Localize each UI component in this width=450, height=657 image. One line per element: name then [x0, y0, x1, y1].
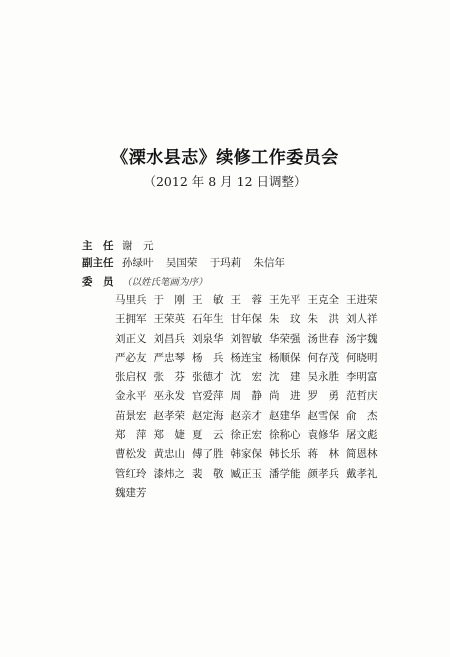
- member-name: 颜孝兵: [307, 467, 339, 480]
- member-name: 范哲庆: [346, 390, 378, 403]
- member-name: 张启权: [115, 371, 147, 384]
- member-name: 杨顺保: [269, 351, 301, 364]
- member-name: 杨连宝: [230, 351, 262, 364]
- member-name: 马里兵: [115, 294, 147, 306]
- role-label-deputy-director: 副主任: [82, 257, 114, 269]
- member-name: 周 静: [230, 390, 262, 403]
- person-name: 朱信年: [253, 257, 286, 269]
- member-name: 傅了胜: [192, 448, 224, 461]
- member-name: 王荣英: [153, 313, 185, 326]
- member-name: 石年生: [192, 313, 224, 326]
- member-name: 张德才: [192, 371, 224, 384]
- member-name: 赵亲才: [230, 409, 262, 422]
- member-name: 何存茂: [307, 351, 339, 364]
- member-name: 华荣强: [269, 332, 301, 345]
- member-name: 魏建芳: [115, 486, 147, 499]
- member-name: 简恩林: [346, 448, 378, 461]
- member-name: 戴孝礼: [346, 467, 378, 480]
- member-name: 刘人祥: [346, 313, 378, 326]
- member-name: 吴永胜: [307, 371, 339, 384]
- member-name: 赵定海: [192, 409, 224, 422]
- member-name: 韩长乐: [269, 448, 301, 461]
- member-name: 徐正宏: [230, 429, 262, 442]
- member-name: 赵孝荣: [153, 409, 185, 422]
- page-title: 《溧水县志》续修工作委员会: [111, 148, 339, 168]
- member-name: 金永平: [115, 390, 147, 403]
- person-name: 孙绿叶: [122, 257, 154, 269]
- role-row-director: [82, 238, 163, 253]
- member-name: 黄忠山: [153, 448, 185, 461]
- member-name: 李明富: [346, 371, 378, 384]
- member-name: 夏 云: [192, 429, 224, 442]
- role-row-deputy-director: [82, 255, 294, 270]
- member-name: 沈 宏: [230, 371, 262, 384]
- member-name: 王先平: [269, 294, 301, 306]
- member-name: 徐称心: [269, 429, 301, 442]
- member-name: 朱 玟: [269, 313, 301, 326]
- person-name: 谢 元: [122, 240, 154, 252]
- member-name: 赵建华: [269, 409, 301, 422]
- member-name: 汤宇魏: [346, 332, 378, 345]
- member-name: 袁修华: [307, 429, 339, 442]
- role-label-members: 委 员: [82, 276, 114, 288]
- member-name: 甘年保: [230, 313, 262, 326]
- member-name: 裴 敬: [192, 467, 224, 480]
- member-name: 蒋 林: [307, 448, 339, 461]
- member-name: 管红玲: [115, 467, 147, 480]
- member-name: 臧正玉: [230, 467, 262, 480]
- role-label-director: 主 任: [82, 240, 114, 252]
- role-row-members: [82, 274, 208, 289]
- role-names-deputy-director: [122, 255, 294, 270]
- member-name: 赵雪保: [307, 409, 339, 422]
- member-name: 屠文彪: [346, 429, 378, 442]
- member-name: 王拥军: [115, 313, 147, 326]
- member-name: 俞 杰: [346, 409, 378, 422]
- member-name: 王 蓉: [230, 294, 262, 306]
- member-name: 杨 兵: [192, 351, 224, 364]
- member-name: 尚 进: [269, 390, 301, 403]
- member-name: 朱 洪: [307, 313, 339, 326]
- member-name: 巫永发: [153, 390, 185, 403]
- members-list: [115, 292, 385, 504]
- member-name: 刘正义: [115, 332, 147, 345]
- member-name: 苗景宏: [115, 409, 147, 422]
- person-name: 于玛莉: [209, 257, 242, 269]
- member-name: 王 敏: [192, 294, 224, 306]
- person-name: 吴国荣: [165, 257, 198, 269]
- member-name: 沈 建: [269, 371, 301, 384]
- member-name: 张 芬: [153, 371, 185, 384]
- member-name: 王进荣: [346, 294, 378, 306]
- member-name: 于 刚: [153, 294, 185, 306]
- member-name: 漆炜之: [153, 467, 185, 480]
- member-name: 韩家保: [230, 448, 262, 461]
- member-name: 潘学能: [269, 467, 301, 480]
- member-name: 官爱萍: [192, 390, 224, 403]
- member-name: 刘昌兵: [153, 332, 185, 345]
- member-name: 严必友: [115, 351, 147, 364]
- page-subtitle: （2012 年 8 月 12 日调整）: [143, 174, 307, 189]
- member-name: 刘智敏: [230, 332, 262, 345]
- members-sort-note: （以姓氏笔画为序）: [122, 277, 208, 288]
- member-name: 郑 婕: [153, 429, 185, 442]
- member-name: 王克全: [307, 294, 339, 306]
- member-name: 汤世春: [307, 332, 339, 345]
- member-name: 罗 勇: [307, 390, 339, 403]
- member-name: 郑 萍: [115, 429, 147, 442]
- member-name: 曹松发: [115, 448, 147, 461]
- member-name: 刘泉华: [192, 332, 224, 345]
- role-names-director: [122, 238, 163, 253]
- member-name: 严忠琴: [153, 351, 185, 364]
- member-name: 何晓明: [346, 351, 378, 364]
